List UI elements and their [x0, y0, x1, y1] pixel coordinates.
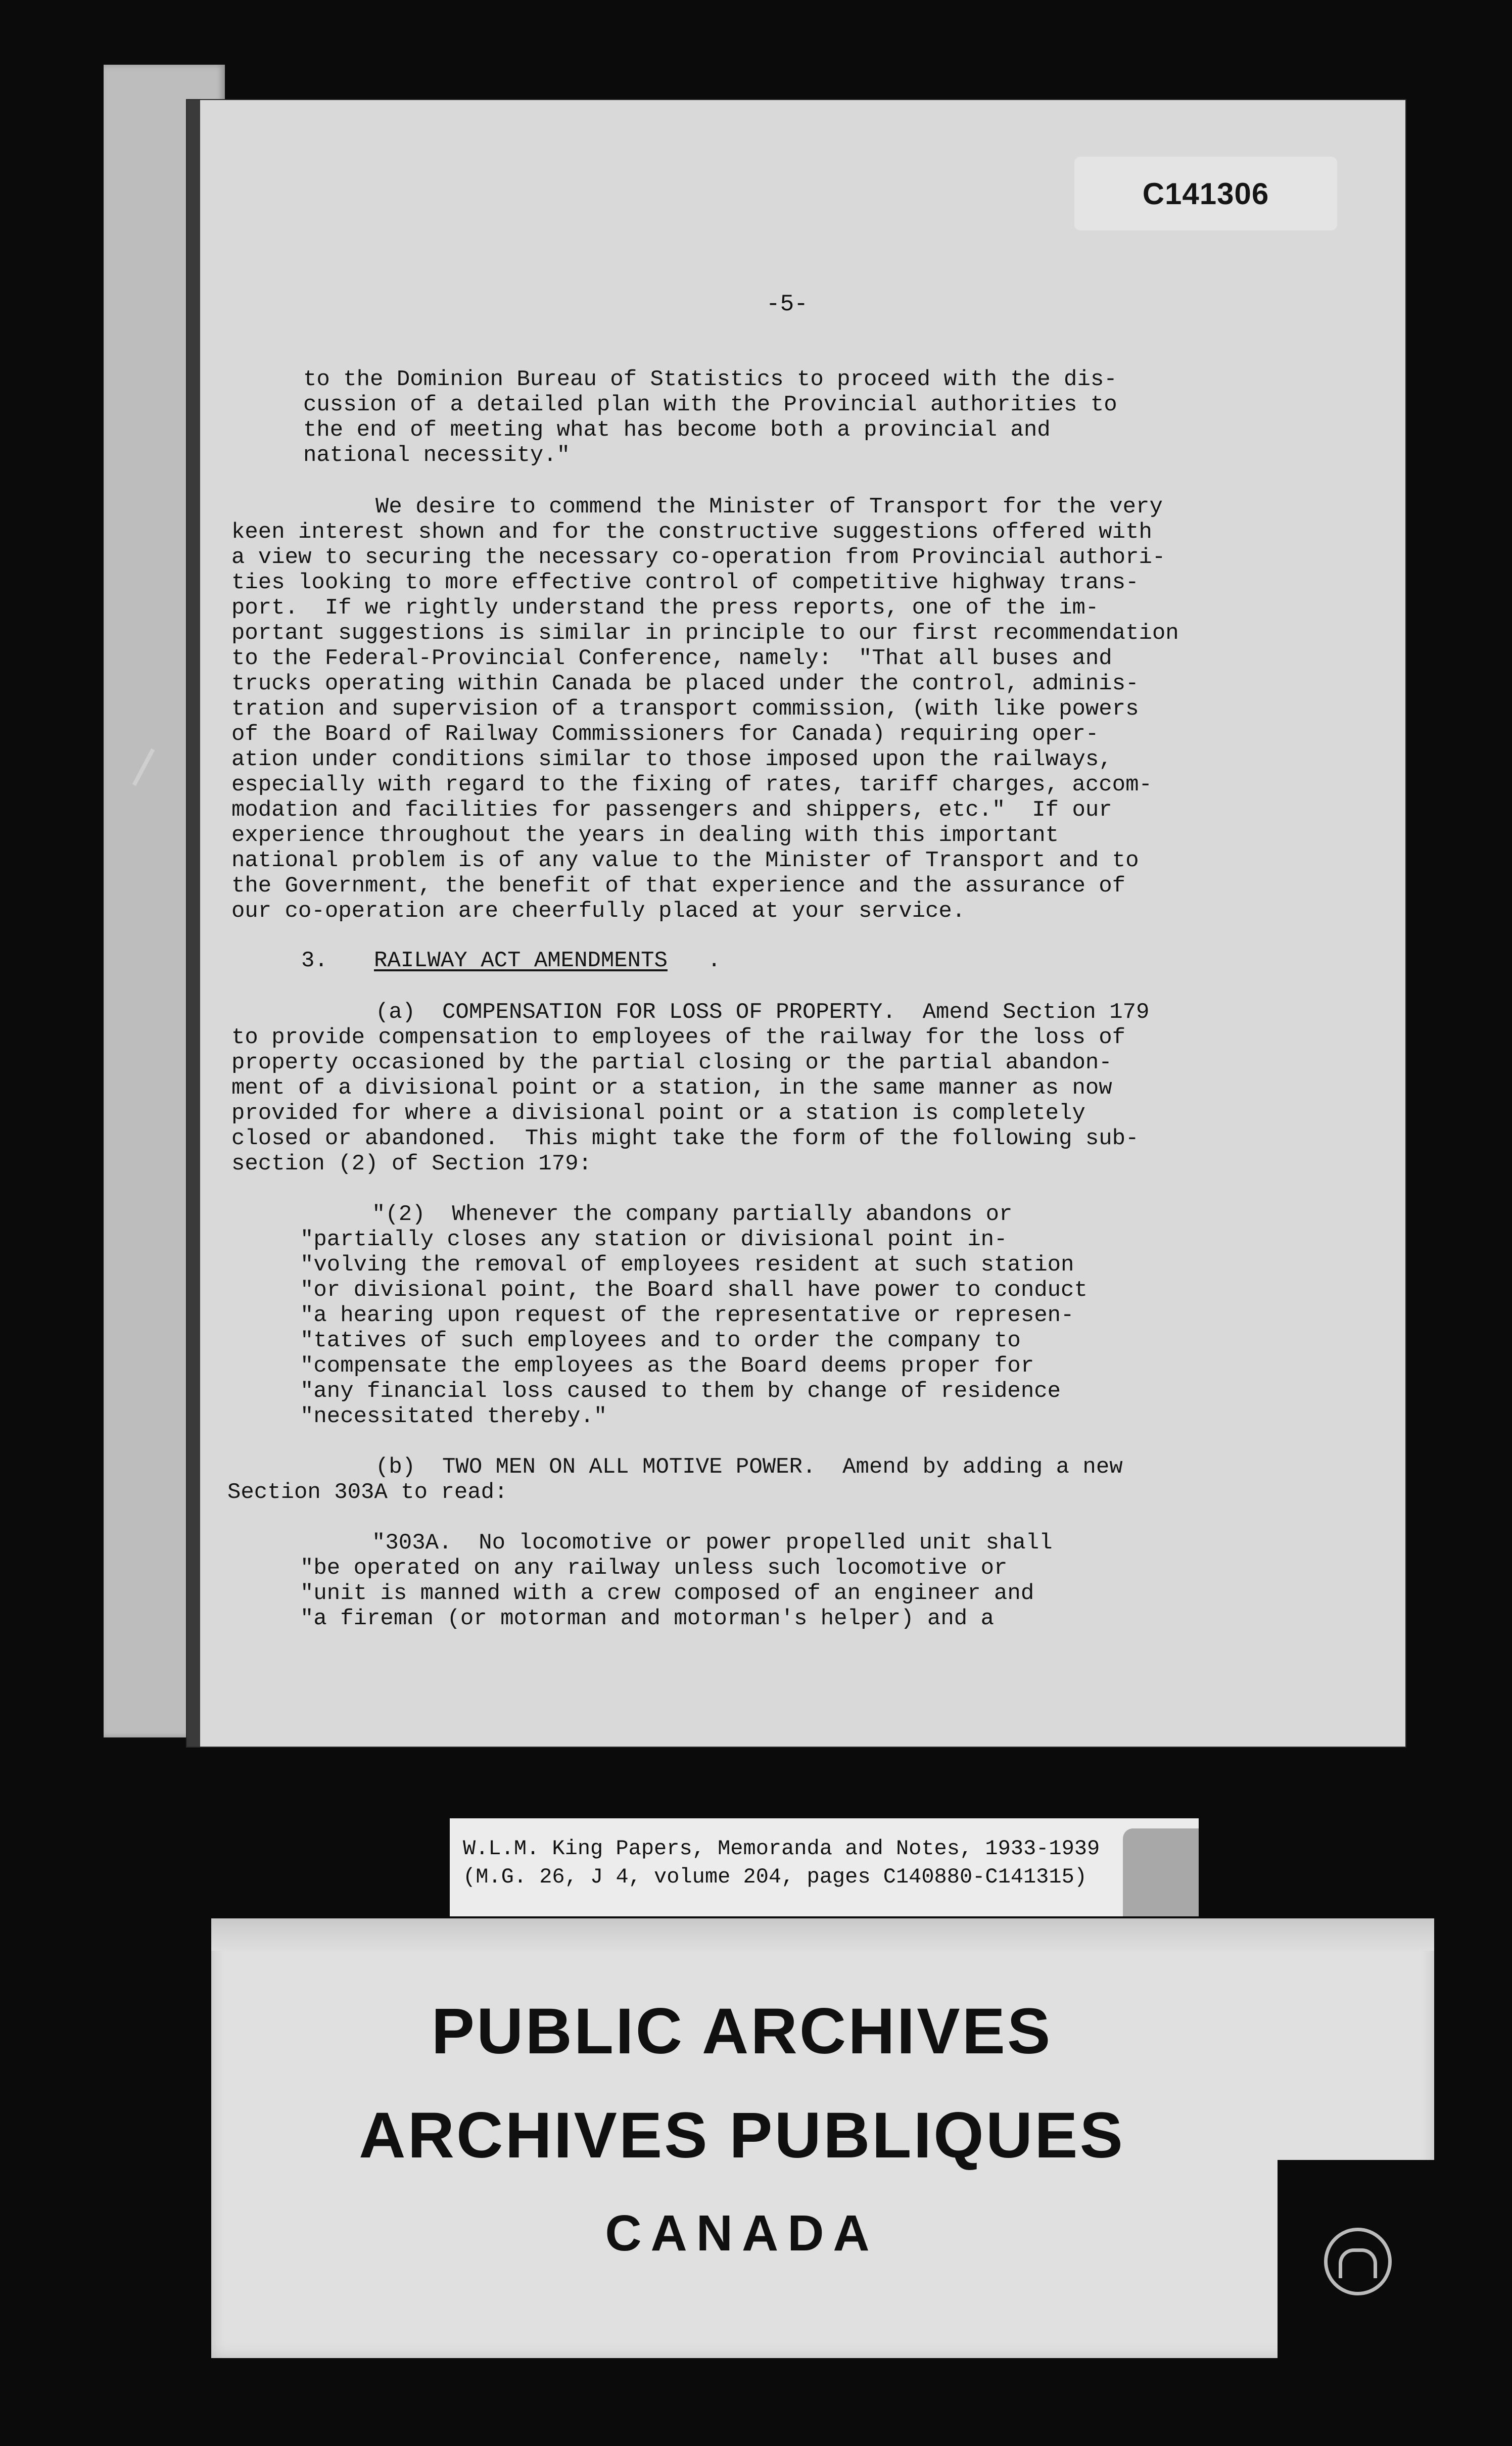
text-line: ment of a divisional point or a station, in the same manner as now	[231, 1075, 1112, 1101]
archives-card	[211, 1918, 1434, 2358]
text-line: experience throughout the years in dealing with this important	[231, 823, 1059, 848]
text-line: port. If we rightly understand the press reports, one of the im-	[231, 595, 1099, 621]
archives-title-fr: ARCHIVES PUBLIQUES	[359, 2099, 1125, 2172]
label-patch	[1123, 1828, 1199, 1916]
archives-logo-icon	[1324, 2228, 1392, 2295]
quote-line: "a hearing upon request of the representative or represen-	[300, 1303, 1074, 1328]
text-line: modation and facilities for passengers and shippers, etc." If our	[231, 797, 1112, 823]
page-number: -5-	[766, 291, 808, 317]
quote-line: "303A. No locomotive or power propelled unit shall	[372, 1530, 1053, 1556]
text-line: ties looking to more effective control of competitive highway trans-	[231, 570, 1139, 595]
text-line: to the Federal-Provincial Conference, namely: "That all buses and	[231, 646, 1112, 671]
quote-line: "unit is manned with a crew composed of an engineer and	[300, 1581, 1034, 1606]
quote-line: "partially closes any station or divisional point in-	[300, 1227, 1008, 1252]
document-id-stamp: C141306	[1074, 157, 1337, 230]
text-line: tration and supervision of a transport commission, (with like powers	[231, 696, 1139, 722]
quote-line: "volving the removal of employees resident at such station	[300, 1252, 1074, 1278]
text-line: portant suggestions is similar in principle to our first recommendation	[231, 621, 1179, 646]
text-line: a view to securing the necessary co-operation from Provincial authori-	[231, 545, 1166, 570]
text-line: keen interest shown and for the constructive suggestions offered with	[231, 520, 1152, 545]
text-line: We desire to commend the Minister of Transport for the very	[375, 494, 1163, 520]
quote-line: "tatives of such employees and to order the company to	[300, 1328, 1021, 1353]
archives-title-en: PUBLIC ARCHIVES	[431, 1995, 1053, 2067]
heading-period: .	[707, 948, 721, 973]
quote-line: "or divisional point, the Board shall have power to conduct	[300, 1278, 1088, 1303]
logo-arch	[1339, 2248, 1377, 2278]
section-number: 3.	[301, 948, 328, 973]
text-line: trucks operating within Canada be placed under the control, adminis-	[231, 671, 1139, 696]
quote-line: "be operated on any railway unless such locomotive or	[300, 1556, 1008, 1581]
text-line: the Government, the benefit of that experience and the assurance of	[231, 873, 1126, 899]
text-line: (a) COMPENSATION FOR LOSS OF PROPERTY. Amend Section 179	[375, 1000, 1150, 1025]
quote-line: "compensate the employees as the Board deems proper for	[300, 1353, 1034, 1379]
text-line: Section 303A to read:	[227, 1480, 508, 1505]
document-page	[187, 100, 1405, 1747]
quote-line: "any financial loss caused to them by change of residence	[300, 1379, 1061, 1404]
section-heading: RAILWAY ACT AMENDMENTS	[374, 948, 668, 973]
label-line: W.L.M. King Papers, Memoranda and Notes, 1933-1939	[463, 1837, 1100, 1861]
text-line: (b) TWO MEN ON ALL MOTIVE POWER. Amend by adding a new	[375, 1454, 1123, 1480]
text-line: especially with regard to the fixing of rates, tariff charges, accom-	[231, 772, 1152, 797]
text-line: to the Dominion Bureau of Statistics to proceed with the dis-	[303, 367, 1117, 392]
text-line: ation under conditions similar to those imposed upon the railways,	[231, 747, 1112, 772]
text-line: to provide compensation to employees of the railway for the loss of	[231, 1025, 1126, 1050]
quote-line: "a fireman (or motorman and motorman's helper) and a	[300, 1606, 995, 1631]
text-line: of the Board of Railway Commissioners for Canada) requiring oper-	[231, 722, 1099, 747]
text-line: provided for where a divisional point or a station is completely	[231, 1101, 1085, 1126]
text-line: our co-operation are cheerfully placed at your service.	[231, 899, 966, 924]
card-band	[211, 1918, 1434, 1951]
text-line: property occasioned by the partial closing or the partial abandon-	[231, 1050, 1112, 1075]
archives-country: CANADA	[605, 2205, 879, 2262]
label-line: (M.G. 26, J 4, volume 204, pages C140880-C141315)	[463, 1865, 1088, 1889]
text-line: cussion of a detailed plan with the Provincial authorities to	[303, 392, 1117, 417]
text-line: national problem is of any value to the Minister of Transport and to	[231, 848, 1139, 873]
collection-label	[450, 1818, 1199, 1916]
text-line: section (2) of Section 179:	[231, 1151, 592, 1177]
text-line: national necessity."	[303, 443, 571, 468]
text-line: closed or abandoned. This might take the form of the following sub-	[231, 1126, 1139, 1151]
text-line: the end of meeting what has become both a provincial and	[303, 417, 1051, 443]
quote-line: "(2) Whenever the company partially abandons or	[372, 1202, 1013, 1227]
quote-line: "necessitated thereby."	[300, 1404, 607, 1429]
